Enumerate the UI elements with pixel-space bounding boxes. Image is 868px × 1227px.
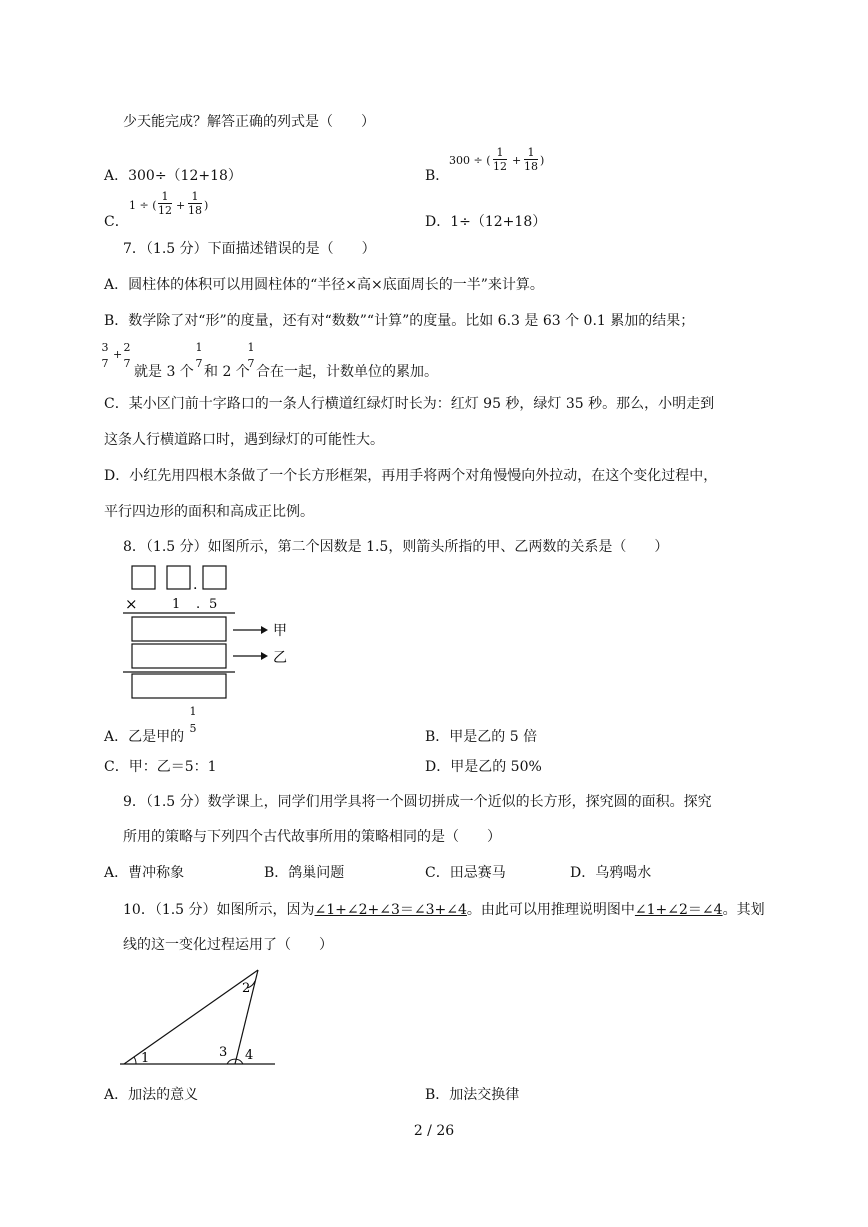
q9-stem-line1: 9．（1.5 分）数学课上，同学们用学具将一个圆切拼成一个近似的长方形，探究圆的面积。探究 <box>123 794 712 810</box>
q6-option-d: D．1÷（12+18） <box>425 214 547 230</box>
arrow-head-yi <box>261 652 268 660</box>
q6-stem-tail: 少天能完成？解答正确的列式是（ ） <box>123 114 375 130</box>
q7-option-d-line2: 平行四边形的面积和高成正比例。 <box>104 504 314 520</box>
digit-one: 1 <box>172 597 181 612</box>
angle-arc-1 <box>134 1057 136 1064</box>
digit-box-2 <box>167 566 190 589</box>
q9-option-b: B．鸽巢问题 <box>264 865 345 881</box>
q9-option-a: A．曹冲称象 <box>104 865 185 881</box>
fraction: 1 7 <box>195 341 203 370</box>
q6-option-a: A．300÷（12+18） <box>104 168 242 184</box>
fraction: 1 12 <box>493 146 507 173</box>
q7-stem: 7．（1.5 分）下面描述错误的是（ ） <box>123 241 376 257</box>
decimal-point: . <box>193 577 198 593</box>
q10-stem-line2: 线的这一变化过程运用了（ ） <box>123 937 333 953</box>
digit-five: 5 <box>209 597 218 612</box>
angle-label-1: 1 <box>141 1051 150 1066</box>
multiplication-figure <box>115 560 305 705</box>
q6-option-b-label: B． <box>425 168 450 184</box>
fraction: 1 7 <box>247 341 255 370</box>
label-jia: 甲 <box>273 623 287 639</box>
triangle-figure <box>115 962 285 1072</box>
q10-option-a: A．加法的意义 <box>104 1087 199 1103</box>
q7-option-b-line1: B．数学除了对“形”的度量，还有对“数数”“计算”的度量。比如 6.3 是 63 个 0.1 累加的结果； <box>104 313 695 329</box>
digit-box-3 <box>203 566 226 589</box>
q7-option-a: A．圆柱体的体积可以用圆柱体的“半径×高×底面周长的一半”来计算。 <box>104 277 544 293</box>
underlined-equation-1: ∠1+∠2+∠3＝∠3+∠4 <box>314 902 467 918</box>
q8-option-a: A．乙是甲的 <box>104 729 185 745</box>
partial-product-box-yi <box>132 644 226 668</box>
q10-option-b: B．加法交换律 <box>425 1087 520 1103</box>
underlined-equation-2: ∠1+∠2＝∠4 <box>634 902 723 918</box>
label-yi: 乙 <box>273 650 287 666</box>
decimal-point-2: . <box>196 597 201 612</box>
angle-label-4: 4 <box>245 1048 254 1063</box>
q8-option-d: D．甲是乙的 50% <box>425 759 542 775</box>
fraction: 1 12 <box>158 190 172 217</box>
document-page: 少天能完成？解答正确的列式是（ ） A．300÷（12+18） B． 300 ÷ ( 1 12 + 1 18 ) C． 1 ÷ ( 1 12 + 1 18 ) D．1÷（12+18） 7．（1.5 分）下面描述错误的是（ ） A．圆柱体的体积可以用圆柱体的“半径×高×底面周长的一半”来计算。 B．数学除了对“形”的度量，还有对“数数”“计算”的度量。比如 6.3 是 63 个 0.1 累加的结果； 3 7 + 2 7 就是 3 个 1 7 和 2 个 1 7 合在一起，计数单位的累加。 C．某小区门前十字路口的一条人行横道红绿灯时长为：红灯 95 秒，绿灯 35 秒。那么，小明走到 这条人行横道路口时，遇到绿灯的可能性大。 D．小红先用四根木条做了一个长方形框架，再用手将两个对角慢慢向外拉动，在这个变化过程中， 平行四边形的面积和高成正比例。 8．（1.5 分）如图所示，第二个因数是 1.5，则箭头所指的甲、乙两数的关系是（ ） . × 1 . 5 甲 乙 A．乙是甲的 1 5 B．甲是乙的 5 倍 C．甲：乙＝5：1 D．甲是乙的 50% 9．（1.5 分）数学课上，同学们用学具将一个圆切拼成一个近似的长方形，探究圆的面积。探究 所用的策略与下列四个古代故事所用的策略相同的是（ ） A．曹冲称象 B．鸽巢问题 C．田忌赛马 D．乌鸦喝水 10．（1.5 分）如图所示，因为∠1+∠2+∠3＝∠3+∠4。由此可以用推理说明图中∠1+∠2＝∠4。其划 线的这一变化过程运用了（ ） 1 2 3 4 A．加法的意义 B．加法交换律 2 / 26 <box>0 0 868 1227</box>
q9-stem-line2: 所用的策略与下列四个古代故事所用的策略相同的是（ ） <box>123 829 501 845</box>
angle-label-2: 2 <box>242 981 251 996</box>
fraction: 3 7 <box>101 341 109 370</box>
q8-option-c: C．甲：乙＝5：1 <box>104 759 217 775</box>
angle-label-3: 3 <box>219 1045 228 1060</box>
fraction: 1 18 <box>188 190 202 217</box>
digit-box-1 <box>132 566 155 589</box>
page-number: 2 / 26 <box>413 1123 455 1139</box>
q8-stem: 8．（1.5 分）如图所示，第二个因数是 1.5，则箭头所指的甲、乙两数的关系是（ ） <box>123 539 669 555</box>
product-box <box>132 674 226 698</box>
partial-product-box-jia <box>132 617 226 641</box>
q10-stem-line1: 10．（1.5 分）如图所示，因为∠1+∠2+∠3＝∠3+∠4。由此可以用推理说明图中∠1+∠2＝∠4。其划 <box>123 902 765 918</box>
q6-option-c-label: C． <box>104 214 129 230</box>
q7-option-c-line1: C．某小区门前十字路口的一条人行横道红绿灯时长为：红灯 95 秒，绿灯 35 秒。那么，小明走到 <box>104 396 715 412</box>
q8-option-b: B．甲是乙的 5 倍 <box>425 729 538 745</box>
q9-option-d: D．乌鸦喝水 <box>570 865 652 881</box>
fraction: 2 7 <box>123 341 131 370</box>
q8-option-a-fraction: 1 5 <box>189 705 197 735</box>
q9-option-c: C．田忌赛马 <box>425 865 506 881</box>
q7-option-d-line1: D．小红先用四根木条做了一个长方形框架，再用手将两个对角慢慢向外拉动，在这个变化过程中， <box>104 468 718 484</box>
arrow-head-jia <box>261 626 268 634</box>
fraction: 1 18 <box>524 146 538 173</box>
q7-option-c-line2: 这条人行横道路口时，遇到绿灯的可能性大。 <box>104 432 384 448</box>
times-sign: × <box>125 595 138 613</box>
